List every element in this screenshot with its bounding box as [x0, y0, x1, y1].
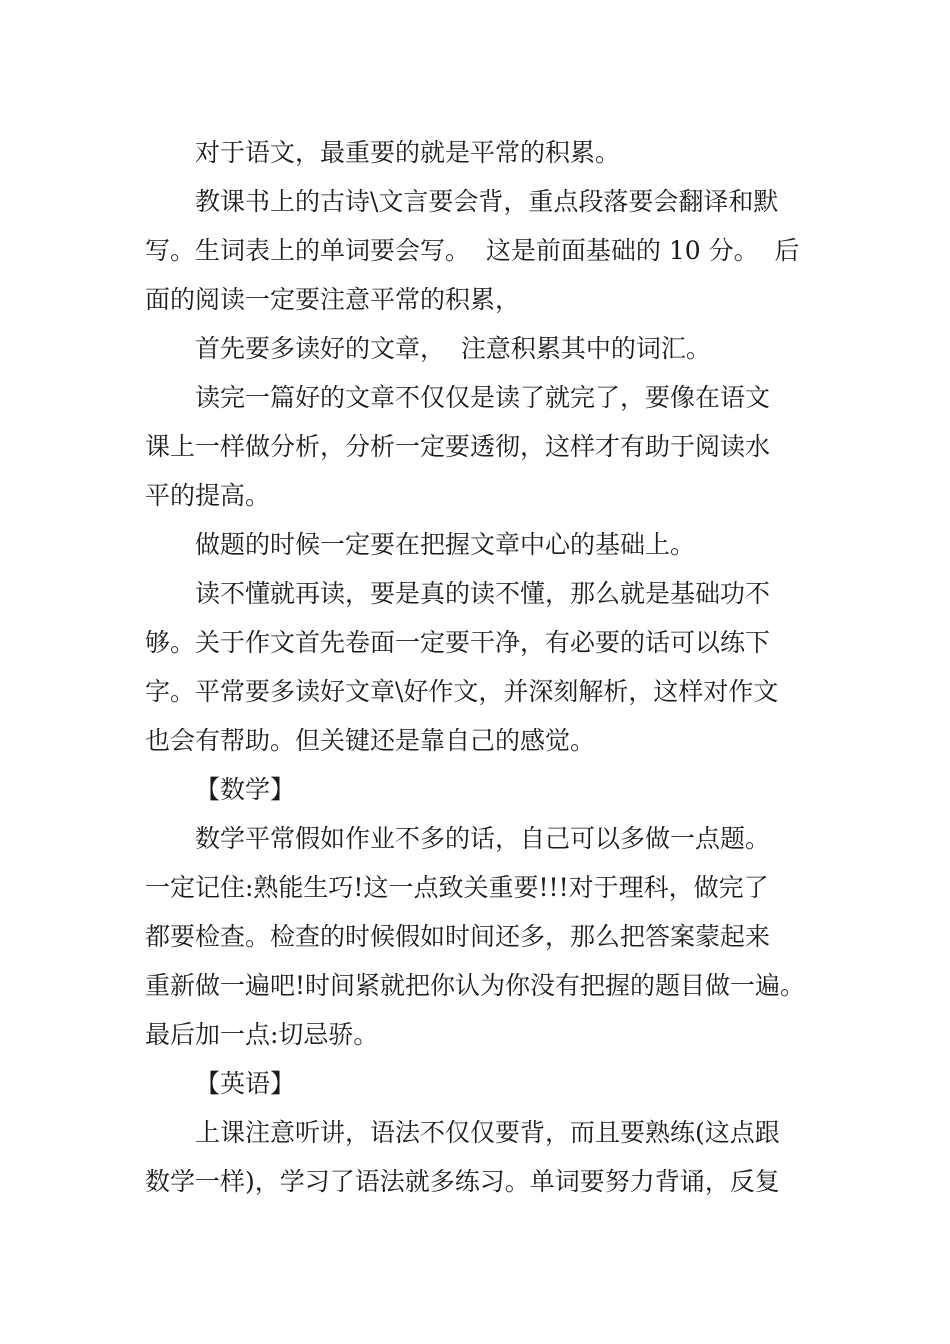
text-line: 做题的时候一定要在把握文章中心的基础上。: [195, 530, 696, 559]
text-line: 上课注意听讲，语法不仅仅要背，而且要熟练(这点跟: [195, 1118, 780, 1147]
text-line: 一定记住:熟能生巧!这一点致关重要!!!对于理科，做完了: [145, 873, 769, 902]
section-heading-english: 【英语】: [195, 1069, 296, 1098]
text-line: 教课书上的古诗\文言要会背，重点段落要会翻译和默: [195, 187, 779, 216]
text-line: 面的阅读一定要注意平常的积累，: [145, 285, 521, 314]
text-line: 字。平常要多读好文章\好作文，并深刻解析，这样对作文: [145, 677, 779, 706]
text-line: 也会有帮助。但关键还是靠自己的感觉。: [145, 726, 596, 755]
text-line: 最后加一点:切忌骄。: [145, 1020, 379, 1049]
text-line: 读完一篇好的文章不仅仅是读了就完了，要像在语文: [195, 383, 771, 412]
text-line: 够。关于作文首先卷面一定要干净，有必要的话可以练下: [145, 628, 771, 657]
section-heading-math: 【数学】: [195, 775, 296, 804]
text-line: 平的提高。: [145, 481, 271, 510]
text-line: 课上一样做分析，分析一定要透彻，这样才有助于阅读水: [145, 432, 771, 461]
text-line: 对于语文，最重要的就是平常的积累。: [195, 138, 621, 167]
text-line: 首先要多读好的文章， 注意积累其中的词汇。: [195, 334, 711, 363]
text-line: 重新做一遍吧!时间紧就把你认为你没有把握的题目做一遍。: [145, 971, 806, 1000]
text-line: 数学一样)，学习了语法就多练习。单词要努力背诵，反复: [145, 1167, 780, 1196]
text-line: 数学平常假如作业不多的话，自己可以多做一点题。: [195, 824, 771, 853]
text-line: 都要检查。检查的时候假如时间还多，那么把答案蒙起来: [145, 922, 771, 951]
text-line: 读不懂就再读，要是真的读不懂，那么就是基础功不: [195, 579, 771, 608]
text-line: 写。生词表上的单词要会写。 这是前面基础的 10 分。 后: [145, 236, 800, 265]
document-page: [145, 128, 813, 1206]
